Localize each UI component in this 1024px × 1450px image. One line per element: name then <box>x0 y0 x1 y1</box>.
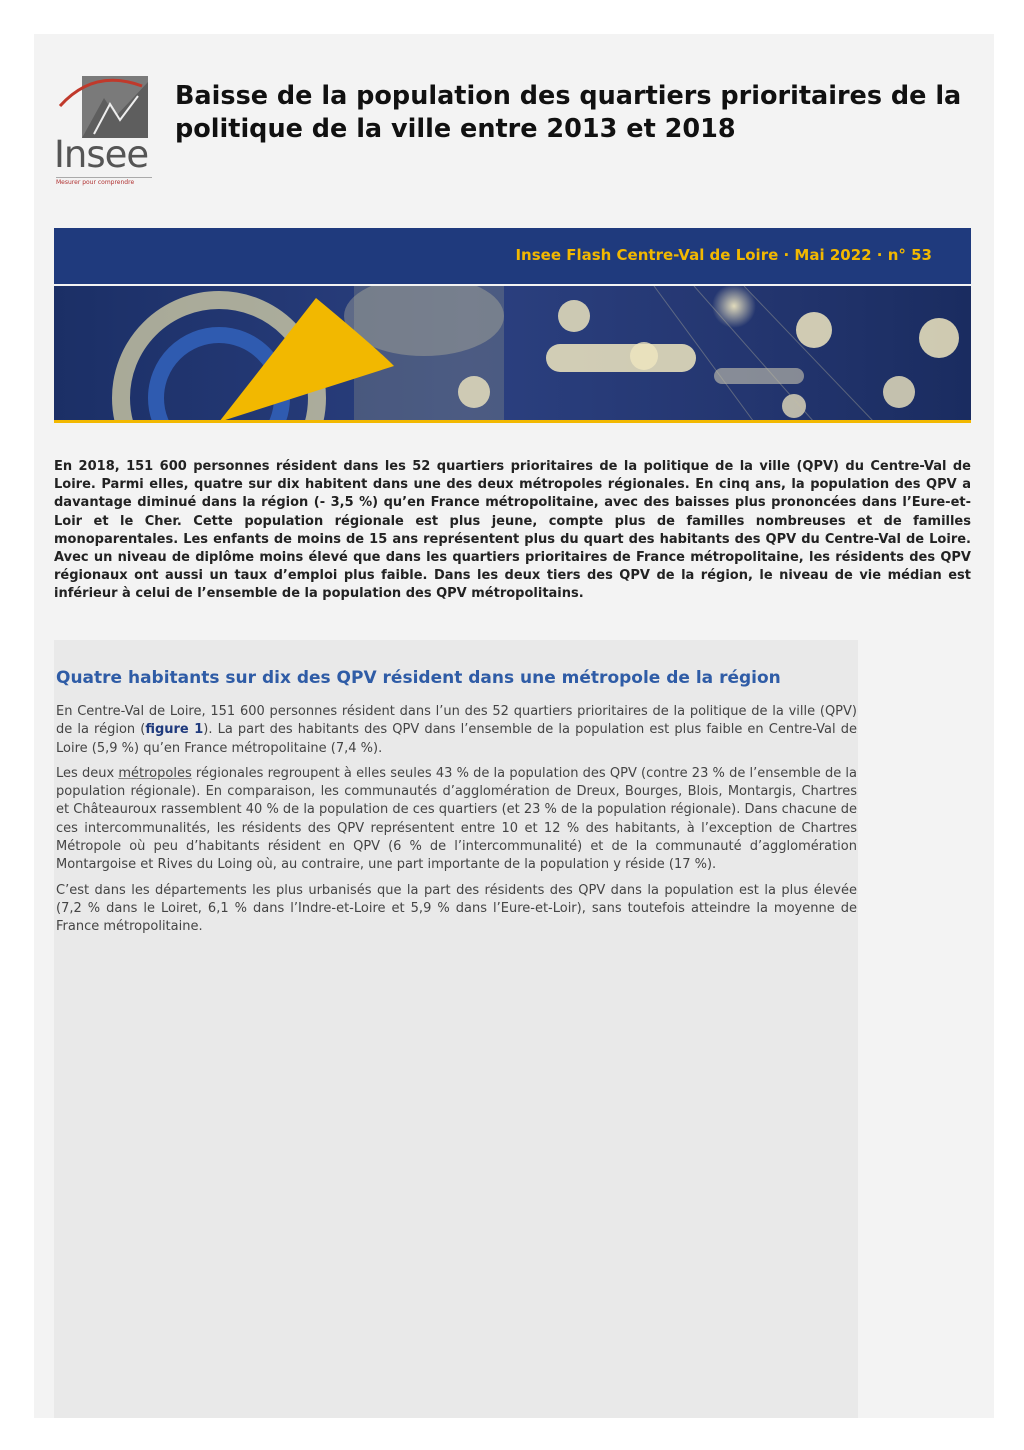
publication-banner <box>54 228 971 284</box>
logo-mark-icon <box>54 76 154 138</box>
decorative-banner-image <box>54 286 971 422</box>
metropoles-definition-link[interactable]: métropoles <box>118 765 192 781</box>
abstract-paragraph: En 2018, 151 600 personnes résident dans les 52 quartiers prioritaires de la politique de la ville (QPV) du Centre-Val de Loire. Parmi elles, quatre sur dix habitent dans une des deux métropoles régionales. En cinq ans, la population des QPV a davantage diminué dans la région (- 3,5 %) qu’en France métropolitaine, avec des baisses plus prononcées dans l’Eure-et-Loir et le Cher. Cette population régionale est plus jeune, compte plus de familles nombreuses et de familles monoparentales. Les enfants de moins de 15 ans représentent plus du quart des habitants des QPV du Centre-Val de Loire. Avec un niveau de diplôme moins élevé que dans les quartiers prioritaires de France métropolitaine, les résidents des QPV régionaux ont aussi un taux d’emploi plus faible. Dans les deux tiers des QPV de la région, le niveau de vie médian est inférieur à celui de l’ensemble de la population des QPV métropolitains. <box>54 459 971 602</box>
section-title: Quatre habitants sur dix des QPV résident dans une métropole de la région <box>56 668 781 688</box>
section-body <box>56 703 857 944</box>
logo-tagline: Mesurer pour comprendre <box>56 177 152 186</box>
section-paragraph-2: Les deux métropoles régionales regroupent à elles seules 43 % de la population des QPV (contre 23 % de l’ensemble de la population régionale). En comparaison, les communautés d’agglomération de Dreux, Bourges, Blois, Montargis, Chartres et Châteauroux rassemblent 40 % de la population de ces quartiers (et 23 % de la population régionale). Dans chacune de ces intercommunalités, les résidents des QPV représentent entre 10 et 12 % des habitants, à l’exception de Chartres Métropole où peu d’habitants résident en QPV (6 % de l’intercommunalité) et de la communauté d’agglomération Montargoise et Rives du Loing où, au contraire, une part importante de la population y réside (17 %). <box>56 765 858 873</box>
document-page <box>34 34 994 1418</box>
logo-wordmark: Insee <box>54 133 149 176</box>
figure-1-link[interactable]: figure 1 <box>145 722 204 738</box>
publication-reference: Insee Flash Centre-Val de Loire · Mai 2022 · n° 53 <box>515 246 932 264</box>
article-section <box>54 640 858 1418</box>
banner-accent-line <box>54 420 971 423</box>
section-paragraph-3: C’est dans les départements les plus urbanisés que la part des résidents des QPV dans la population est la plus élevée (7,2 % dans le Loiret, 6,1 % dans l’Indre-et-Loire et 5,9 % dans l’Eure-et-Loir), sans toutefois atteindre la moyenne de France métropolitaine. <box>56 882 857 935</box>
page-title: Baisse de la population des quartiers prioritaires de la politique de la ville entre 2013 et 2018 <box>175 81 962 144</box>
section-paragraph-1: En Centre-Val de Loire, 151 600 personnes résident dans l’un des 52 quartiers prioritaires de la politique de la ville (QPV) de la région (figure 1). La part des habitants des QPV dans l’ensemble de la population est plus faible en Centre-Val de Loire (5,9 %) qu’en France métropolitaine (7,4 %). <box>56 704 857 756</box>
insee-logo[interactable] <box>54 76 154 188</box>
